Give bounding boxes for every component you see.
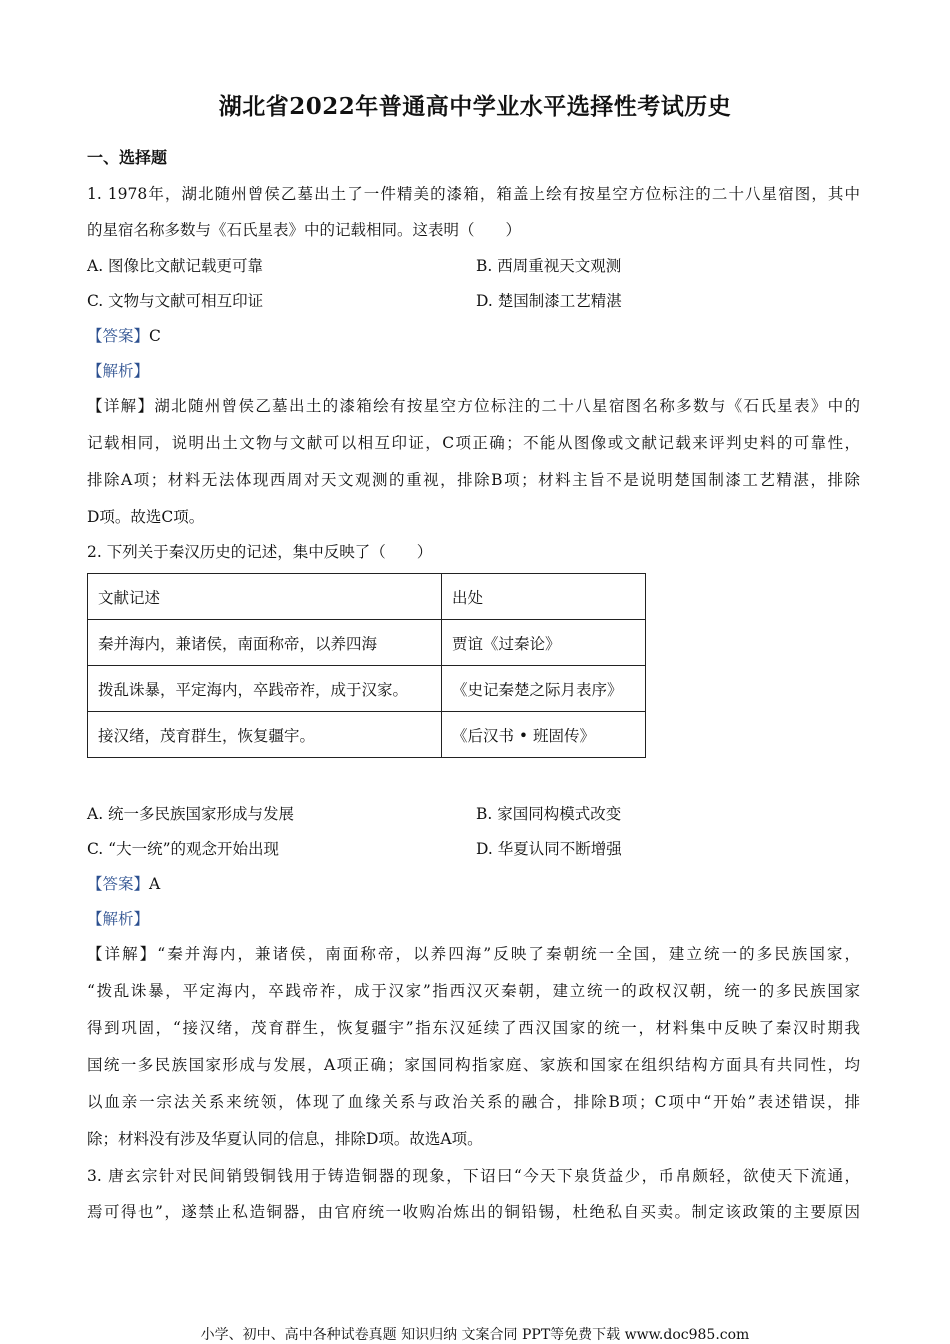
table-header-row bbox=[88, 574, 646, 620]
q2-detail-line1 bbox=[87, 942, 860, 964]
q1-option-a: A. 图像比文献记载更可靠 bbox=[87, 257, 264, 275]
table-row bbox=[88, 620, 646, 666]
q2-option-d: D. 华夏认同不断增强 bbox=[476, 840, 622, 858]
q3-stem-line1: 3. 唐玄宗针对民间销毁铜钱用于铸造铜器的现象，下诏曰“今天下泉货益少，币帛颇轻，欲使天下流通， bbox=[87, 1167, 860, 1185]
page-title: 湖北省2022年普通高中学业水平选择性考试历史 bbox=[218, 93, 732, 120]
table-cell: 拨乱诛暴，平定海内，卒践帝祚，成于汉家。 bbox=[88, 666, 442, 712]
q1-option-c: C. 文物与文献可相互印证 bbox=[87, 292, 264, 310]
source-table bbox=[87, 573, 646, 758]
table-header-cell: 文献记述 bbox=[88, 574, 442, 620]
answer-value: A bbox=[149, 875, 161, 893]
answer-tag: 【答案】 bbox=[87, 327, 150, 345]
detail-tag: 【详解】 bbox=[87, 945, 158, 963]
answer-tag: 【答案】 bbox=[87, 875, 150, 893]
table-row bbox=[88, 666, 646, 712]
q1-detail-line4: D项。故选C项。 bbox=[87, 508, 205, 526]
detail-tag: 【详解】 bbox=[87, 397, 155, 415]
table-cell: 秦并海内，兼诸侯，南面称帝，以养四海 bbox=[88, 620, 442, 666]
analysis-tag: 【解析】 bbox=[87, 362, 150, 380]
q1-detail-line3: 排除A项；材料无法体现西周对天文观测的重视，排除B项；材料主旨不是说明楚国制漆工艺精湛，排除 bbox=[87, 471, 860, 489]
q1-stem-line2: 的星宿名称多数与《石氏星表》中的记载相同。这表明（ ） bbox=[87, 221, 522, 239]
q2-option-c: C. “大一统”的观念开始出现 bbox=[87, 840, 280, 858]
q2-detail-line2: “拨乱诛暴，平定海内，卒践帝祚，成于汉家”指西汉灭秦朝，建立统一的政权汉朝，统一的多民族国家 bbox=[87, 982, 860, 1000]
table-cell: 《史记秦楚之际月表序》 bbox=[442, 666, 646, 712]
q1-detail-line1 bbox=[87, 394, 860, 416]
q1-option-b: B. 西周重视天文观测 bbox=[476, 257, 622, 275]
detail-text: “秦并海内，兼诸侯，南面称帝，以养四海”反映了秦朝统一全国，建立统一的多民族国家， bbox=[157, 945, 860, 963]
q1-detail-line2: 记载相同，说明出土文物与文献可以相互印证，C项正确；不能从图像或文献记载来评判史料的可靠性， bbox=[87, 434, 860, 452]
q2-detail-line3: 得到巩固，“接汉绪，茂育群生，恢复疆宇”指东汉延续了西汉国家的统一，材料集中反映了秦汉时期我 bbox=[87, 1019, 860, 1037]
q2-detail-line5: 以血亲一宗法关系来统领，体现了血缘关系与政治关系的融合，排除B项；C项中“开始”表述错误，排 bbox=[87, 1093, 860, 1111]
table-header-cell: 出处 bbox=[442, 574, 646, 620]
q2-detail-line4: 国统一多民族国家形成与发展，A项正确；家国同构指家庭、家族和国家在组织结构方面具有共同性，均 bbox=[87, 1056, 860, 1074]
table-cell: 接汉绪，茂育群生，恢复疆宇。 bbox=[88, 712, 442, 758]
q1-option-d: D. 楚国制漆工艺精湛 bbox=[476, 292, 622, 310]
table-row bbox=[88, 712, 646, 758]
q3-stem-line2: 焉可得也”，遂禁止私造铜器，由官府统一收购冶炼出的铜铅锡，杜绝私自买卖。制定该政策的主要原因 bbox=[87, 1203, 860, 1221]
q2-answer bbox=[87, 872, 160, 894]
q2-analysis bbox=[87, 907, 149, 929]
table-cell: 《后汉书 • 班固传》 bbox=[442, 712, 646, 758]
answer-value: C bbox=[149, 327, 161, 345]
q1-stem-line1: 1. 1978年，湖北随州曾侯乙墓出土了一件精美的漆箱，箱盖上绘有按星空方位标注的二十八星宿图，其中 bbox=[87, 185, 860, 203]
q1-answer bbox=[87, 324, 161, 346]
detail-text: 湖北随州曾侯乙墓出土的漆箱绘有按星空方位标注的二十八星宿图名称多数与《石氏星表》中的 bbox=[154, 397, 860, 415]
q2-detail-line6: 除；材料没有涉及华夏认同的信息，排除D项。故选A项。 bbox=[87, 1130, 483, 1148]
q2-option-a: A. 统一多民族国家形成与发展 bbox=[87, 805, 295, 823]
table-cell: 贾谊《过秦论》 bbox=[442, 620, 646, 666]
q2-stem-line1: 2. 下列关于秦汉历史的记述，集中反映了（ ） bbox=[87, 543, 433, 561]
footer-watermark: 小学、初中、高中各种试卷真题 知识归纳 文案合同 PPT等免费下载 www.doc985.com bbox=[200, 1327, 750, 1343]
analysis-tag: 【解析】 bbox=[87, 910, 150, 928]
q2-option-b: B. 家国同构模式改变 bbox=[476, 805, 622, 823]
q1-analysis bbox=[87, 359, 149, 381]
section-heading: 一、选择题 bbox=[87, 148, 168, 167]
